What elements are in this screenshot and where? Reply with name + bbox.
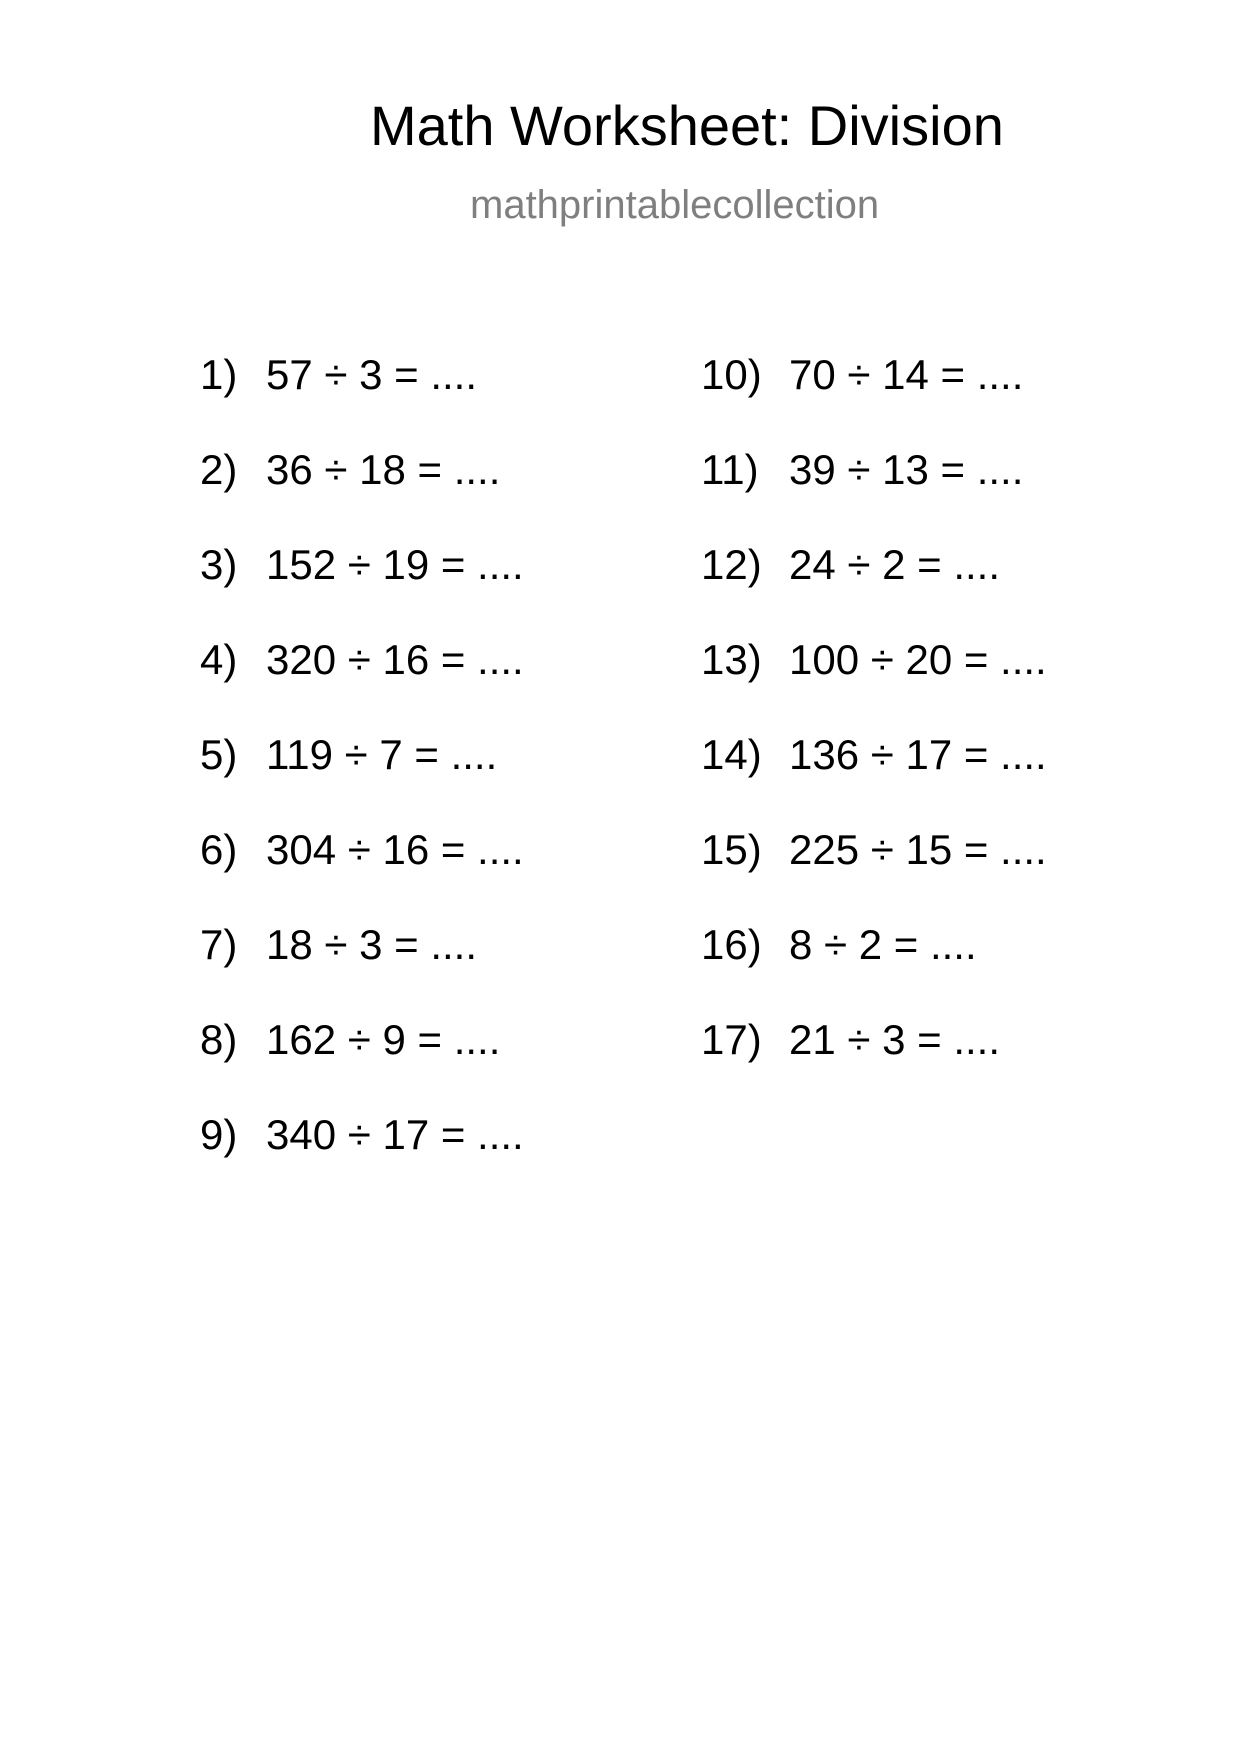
problem-number: 13) xyxy=(701,636,762,683)
problem-number: 3) xyxy=(200,541,238,588)
problem-item xyxy=(701,826,1047,924)
problem-item xyxy=(701,351,1047,449)
problem-number: 9) xyxy=(200,1111,238,1158)
problem-expression: 119 ÷ 7 = .... xyxy=(266,731,498,778)
problem-expression: 39 ÷ 13 = .... xyxy=(789,446,1024,493)
problem-column-left xyxy=(200,351,524,1209)
problem-number: 2) xyxy=(200,446,238,493)
page-subtitle: mathprintablecollection xyxy=(470,183,880,227)
problem-expression: 152 ÷ 19 = .... xyxy=(266,541,524,588)
problem-expression: 24 ÷ 2 = .... xyxy=(789,541,1001,588)
problem-item xyxy=(701,446,1047,544)
problem-expression: 100 ÷ 20 = .... xyxy=(789,636,1047,683)
problem-number: 14) xyxy=(701,731,762,778)
problem-item xyxy=(701,1016,1047,1114)
problem-number: 15) xyxy=(701,826,762,873)
problem-item xyxy=(200,921,524,1019)
problem-item xyxy=(200,446,524,544)
problem-expression: 70 ÷ 14 = .... xyxy=(789,351,1024,398)
problem-item xyxy=(701,541,1047,639)
problem-number: 16) xyxy=(701,921,762,968)
problem-item xyxy=(200,731,524,829)
problem-number: 10) xyxy=(701,351,762,398)
problem-expression: 136 ÷ 17 = .... xyxy=(789,731,1047,778)
problem-number: 11) xyxy=(701,446,759,493)
problem-expression: 8 ÷ 2 = .... xyxy=(789,921,977,968)
problem-expression: 320 ÷ 16 = .... xyxy=(266,636,524,683)
problem-expression: 340 ÷ 17 = .... xyxy=(266,1111,524,1158)
problem-item xyxy=(701,636,1047,734)
problem-number: 1) xyxy=(200,351,238,398)
problem-number: 12) xyxy=(701,541,762,588)
problem-item xyxy=(200,1016,524,1114)
problem-expression: 162 ÷ 9 = .... xyxy=(266,1016,501,1063)
problem-number: 17) xyxy=(701,1016,762,1063)
problem-column-right xyxy=(701,351,1047,1114)
problem-expression: 57 ÷ 3 = .... xyxy=(266,351,478,398)
problem-number: 4) xyxy=(200,636,238,683)
problem-item xyxy=(200,826,524,924)
page-title: Math Worksheet: Division xyxy=(370,94,1004,157)
problem-item xyxy=(701,731,1047,829)
problem-expression: 225 ÷ 15 = .... xyxy=(789,826,1047,873)
problem-expression: 21 ÷ 3 = .... xyxy=(789,1016,1001,1063)
problem-item xyxy=(200,351,524,449)
problem-expression: 18 ÷ 3 = .... xyxy=(266,921,478,968)
problem-item xyxy=(200,1111,524,1209)
problem-number: 7) xyxy=(200,921,238,968)
problem-number: 6) xyxy=(200,826,238,873)
problem-expression: 36 ÷ 18 = .... xyxy=(266,446,501,493)
problem-item xyxy=(200,636,524,734)
problem-number: 5) xyxy=(200,731,238,778)
problem-number: 8) xyxy=(200,1016,238,1063)
problem-expression: 304 ÷ 16 = .... xyxy=(266,826,524,873)
problem-item xyxy=(701,921,1047,1019)
problem-item xyxy=(200,541,524,639)
